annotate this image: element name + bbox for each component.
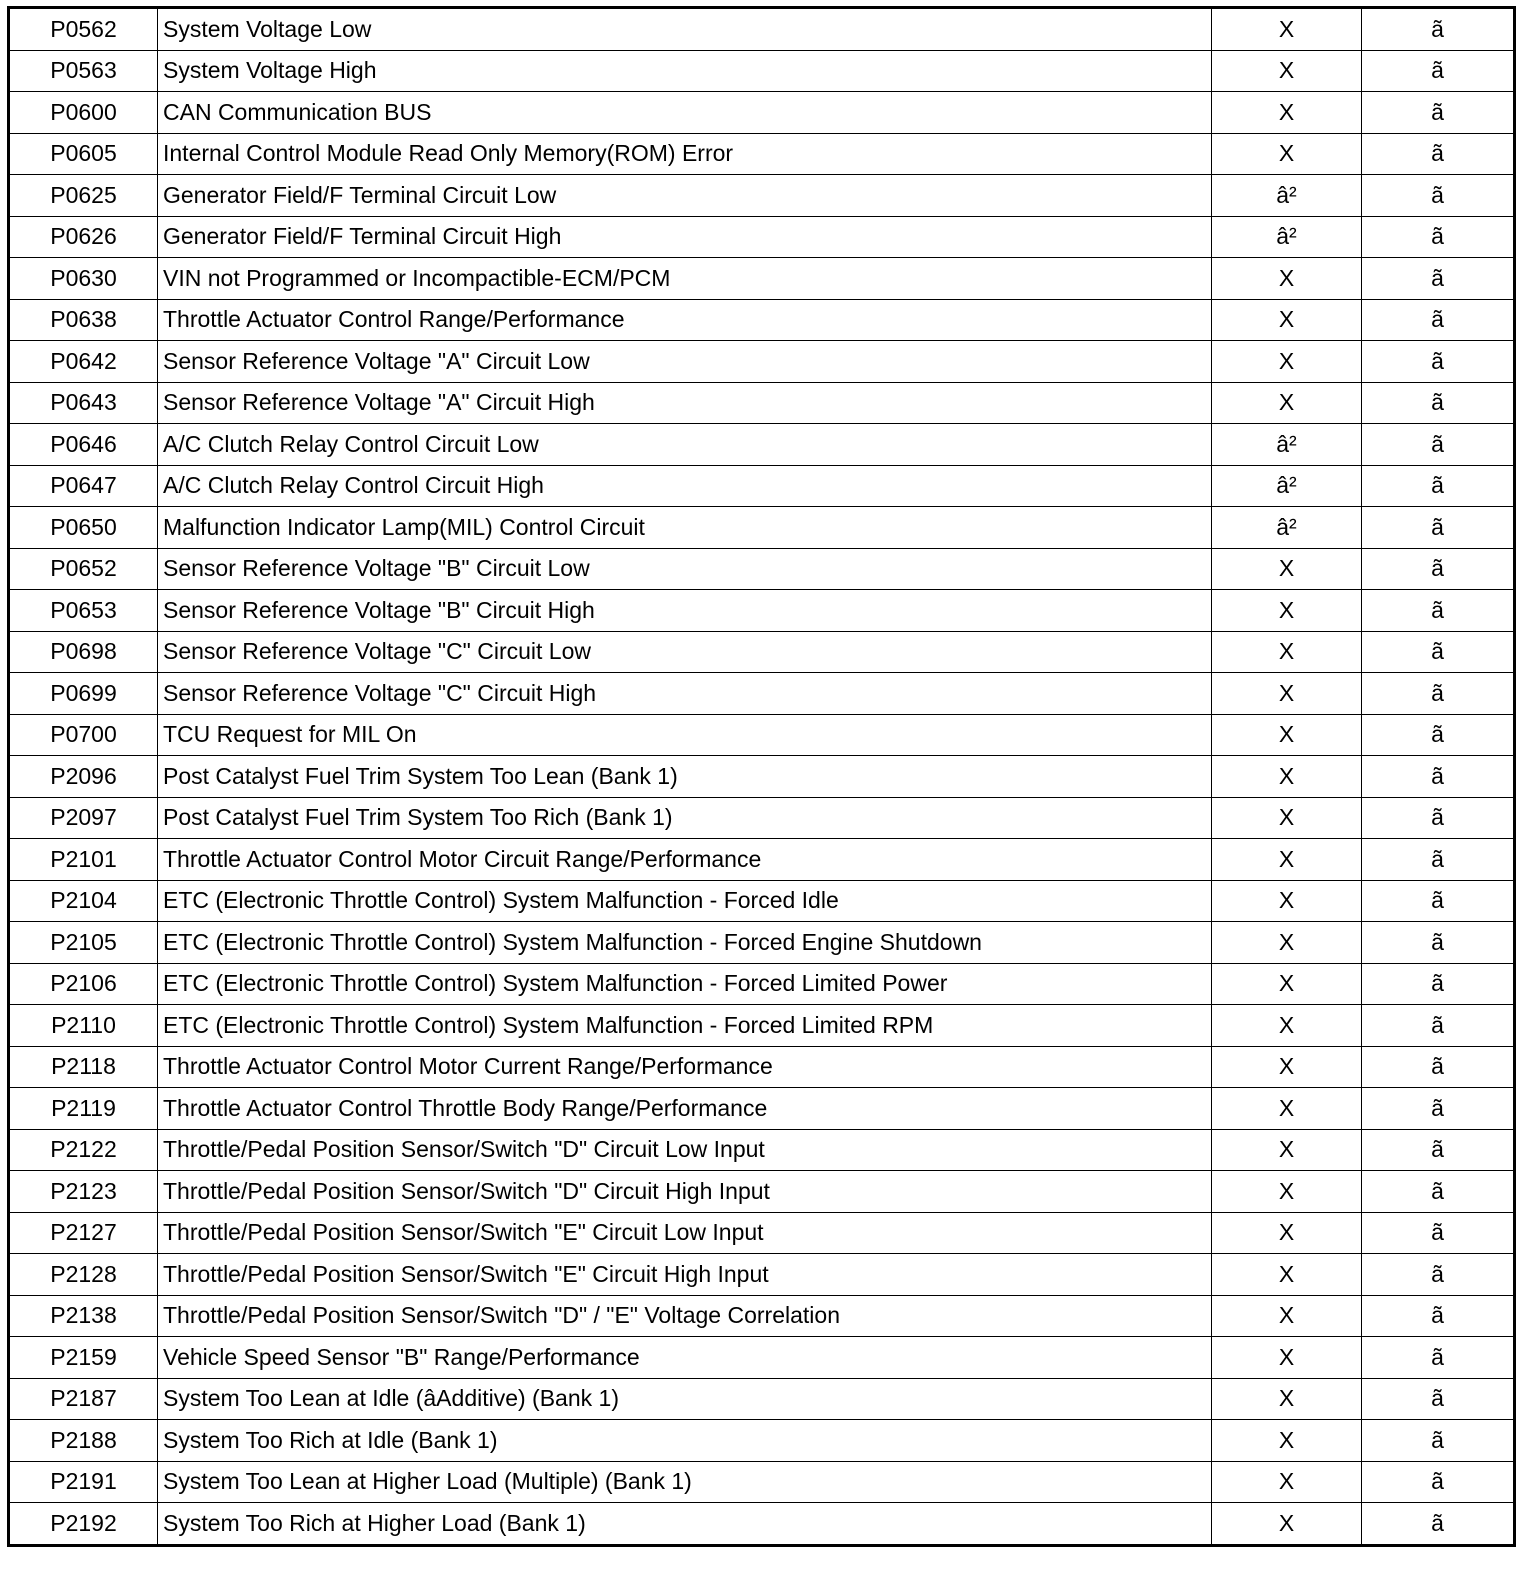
dtc-description: Sensor Reference Voltage "B" Circuit Low xyxy=(158,548,1212,590)
dtc-description: Throttle Actuator Control Motor Current Range/Performance xyxy=(158,1046,1212,1088)
table-row xyxy=(9,341,1515,383)
table-row xyxy=(9,756,1515,798)
dtc-col-b-mark: ã xyxy=(1362,1088,1515,1130)
table-row xyxy=(9,507,1515,549)
table-row xyxy=(9,465,1515,507)
dtc-code: P2123 xyxy=(9,1171,158,1213)
dtc-description: ETC (Electronic Throttle Control) System Malfunction - Forced Limited RPM xyxy=(158,1005,1212,1047)
dtc-col-a-mark: X xyxy=(1212,590,1362,632)
dtc-col-b-mark: ã xyxy=(1362,590,1515,632)
dtc-col-a-mark: X xyxy=(1212,50,1362,92)
dtc-col-b-mark: ã xyxy=(1362,1337,1515,1379)
dtc-col-b-mark: ã xyxy=(1362,963,1515,1005)
dtc-description: Throttle Actuator Control Range/Performance xyxy=(158,299,1212,341)
dtc-col-b-mark: ã xyxy=(1362,797,1515,839)
table-row xyxy=(9,1046,1515,1088)
table-row xyxy=(9,880,1515,922)
dtc-col-a-mark: X xyxy=(1212,1420,1362,1462)
dtc-col-b-mark: ã xyxy=(1362,1461,1515,1503)
dtc-code: P2191 xyxy=(9,1461,158,1503)
dtc-code: P2122 xyxy=(9,1129,158,1171)
table-row xyxy=(9,1212,1515,1254)
dtc-col-a-mark: X xyxy=(1212,382,1362,424)
dtc-description: ETC (Electronic Throttle Control) System Malfunction - Forced Engine Shutdown xyxy=(158,922,1212,964)
dtc-col-b-mark: ã xyxy=(1362,922,1515,964)
dtc-description: A/C Clutch Relay Control Circuit Low xyxy=(158,424,1212,466)
dtc-description: Generator Field/F Terminal Circuit Low xyxy=(158,175,1212,217)
dtc-code: P0643 xyxy=(9,382,158,424)
dtc-description: System Too Rich at Idle (Bank 1) xyxy=(158,1420,1212,1462)
dtc-col-a-mark: X xyxy=(1212,1378,1362,1420)
dtc-table-body xyxy=(9,8,1515,1546)
dtc-description: Throttle/Pedal Position Sensor/Switch "E" Circuit High Input xyxy=(158,1254,1212,1296)
dtc-col-a-mark: â² xyxy=(1212,424,1362,466)
table-row xyxy=(9,1005,1515,1047)
table-row xyxy=(9,714,1515,756)
dtc-col-b-mark: ã xyxy=(1362,341,1515,383)
dtc-col-b-mark: ã xyxy=(1362,216,1515,258)
dtc-col-b-mark: ã xyxy=(1362,8,1515,51)
table-row xyxy=(9,92,1515,134)
dtc-code: P0562 xyxy=(9,8,158,51)
dtc-col-a-mark: X xyxy=(1212,1046,1362,1088)
dtc-code: P2118 xyxy=(9,1046,158,1088)
dtc-description: TCU Request for MIL On xyxy=(158,714,1212,756)
dtc-col-b-mark: ã xyxy=(1362,1212,1515,1254)
dtc-code: P0653 xyxy=(9,590,158,632)
dtc-description: Throttle Actuator Control Motor Circuit Range/Performance xyxy=(158,839,1212,881)
dtc-col-b-mark: ã xyxy=(1362,839,1515,881)
dtc-col-a-mark: X xyxy=(1212,341,1362,383)
dtc-code: P2101 xyxy=(9,839,158,881)
dtc-col-b-mark: ã xyxy=(1362,1503,1515,1546)
dtc-code: P2110 xyxy=(9,1005,158,1047)
dtc-code: P2104 xyxy=(9,880,158,922)
table-row xyxy=(9,1295,1515,1337)
dtc-description: Sensor Reference Voltage "A" Circuit High xyxy=(158,382,1212,424)
dtc-col-a-mark: â² xyxy=(1212,216,1362,258)
dtc-description: Sensor Reference Voltage "C" Circuit Low xyxy=(158,631,1212,673)
table-row xyxy=(9,1461,1515,1503)
dtc-col-b-mark: ã xyxy=(1362,1046,1515,1088)
dtc-col-b-mark: ã xyxy=(1362,880,1515,922)
dtc-description: ETC (Electronic Throttle Control) System Malfunction - Forced Limited Power xyxy=(158,963,1212,1005)
dtc-col-b-mark: ã xyxy=(1362,175,1515,217)
table-row xyxy=(9,216,1515,258)
dtc-description: System Too Lean at Higher Load (Multiple) (Bank 1) xyxy=(158,1461,1212,1503)
table-row xyxy=(9,133,1515,175)
dtc-col-b-mark: ã xyxy=(1362,714,1515,756)
table-row xyxy=(9,1420,1515,1462)
dtc-code: P2119 xyxy=(9,1088,158,1130)
dtc-code: P0699 xyxy=(9,673,158,715)
table-row xyxy=(9,8,1515,51)
dtc-description: Post Catalyst Fuel Trim System Too Lean (Bank 1) xyxy=(158,756,1212,798)
dtc-code: P0625 xyxy=(9,175,158,217)
dtc-col-a-mark: X xyxy=(1212,1254,1362,1296)
dtc-code: P0626 xyxy=(9,216,158,258)
dtc-description: Throttle/Pedal Position Sensor/Switch "D" Circuit High Input xyxy=(158,1171,1212,1213)
dtc-col-a-mark: X xyxy=(1212,1295,1362,1337)
dtc-code: P0642 xyxy=(9,341,158,383)
table-row xyxy=(9,1129,1515,1171)
dtc-description: Post Catalyst Fuel Trim System Too Rich (Bank 1) xyxy=(158,797,1212,839)
dtc-description: CAN Communication BUS xyxy=(158,92,1212,134)
table-row xyxy=(9,673,1515,715)
dtc-col-a-mark: X xyxy=(1212,1005,1362,1047)
dtc-description: ETC (Electronic Throttle Control) System Malfunction - Forced Idle xyxy=(158,880,1212,922)
table-row xyxy=(9,1337,1515,1379)
dtc-col-a-mark: X xyxy=(1212,548,1362,590)
dtc-description: Throttle/Pedal Position Sensor/Switch "D" / "E" Voltage Correlation xyxy=(158,1295,1212,1337)
table-row xyxy=(9,963,1515,1005)
table-row xyxy=(9,1171,1515,1213)
table-row xyxy=(9,797,1515,839)
dtc-col-a-mark: X xyxy=(1212,673,1362,715)
dtc-code: P0605 xyxy=(9,133,158,175)
table-row xyxy=(9,50,1515,92)
table-row xyxy=(9,1254,1515,1296)
table-row xyxy=(9,1088,1515,1130)
dtc-code: P0630 xyxy=(9,258,158,300)
table-row xyxy=(9,175,1515,217)
dtc-col-a-mark: X xyxy=(1212,1171,1362,1213)
dtc-code: P2106 xyxy=(9,963,158,1005)
dtc-col-b-mark: ã xyxy=(1362,1295,1515,1337)
dtc-col-b-mark: ã xyxy=(1362,1171,1515,1213)
dtc-description: Sensor Reference Voltage "A" Circuit Low xyxy=(158,341,1212,383)
dtc-description: Throttle/Pedal Position Sensor/Switch "D" Circuit Low Input xyxy=(158,1129,1212,1171)
dtc-description: Sensor Reference Voltage "C" Circuit High xyxy=(158,673,1212,715)
dtc-code: P0698 xyxy=(9,631,158,673)
table-row xyxy=(9,1503,1515,1546)
dtc-col-a-mark: X xyxy=(1212,8,1362,51)
dtc-col-b-mark: ã xyxy=(1362,631,1515,673)
dtc-col-b-mark: ã xyxy=(1362,1378,1515,1420)
dtc-description: System Voltage Low xyxy=(158,8,1212,51)
dtc-code: P2105 xyxy=(9,922,158,964)
dtc-code: P0638 xyxy=(9,299,158,341)
dtc-col-a-mark: X xyxy=(1212,1129,1362,1171)
dtc-description: Malfunction Indicator Lamp(MIL) Control Circuit xyxy=(158,507,1212,549)
dtc-description: System Too Rich at Higher Load (Bank 1) xyxy=(158,1503,1212,1546)
dtc-code: P2187 xyxy=(9,1378,158,1420)
dtc-code: P0647 xyxy=(9,465,158,507)
dtc-col-b-mark: ã xyxy=(1362,92,1515,134)
dtc-col-a-mark: X xyxy=(1212,922,1362,964)
table-row xyxy=(9,631,1515,673)
dtc-col-b-mark: ã xyxy=(1362,1254,1515,1296)
dtc-col-b-mark: ã xyxy=(1362,133,1515,175)
dtc-description: Internal Control Module Read Only Memory(ROM) Error xyxy=(158,133,1212,175)
dtc-col-a-mark: X xyxy=(1212,714,1362,756)
dtc-col-b-mark: ã xyxy=(1362,756,1515,798)
dtc-col-a-mark: â² xyxy=(1212,175,1362,217)
dtc-description: Sensor Reference Voltage "B" Circuit High xyxy=(158,590,1212,632)
table-row xyxy=(9,839,1515,881)
dtc-code: P2188 xyxy=(9,1420,158,1462)
dtc-col-a-mark: X xyxy=(1212,1212,1362,1254)
dtc-description: Vehicle Speed Sensor "B" Range/Performance xyxy=(158,1337,1212,1379)
dtc-col-a-mark: X xyxy=(1212,880,1362,922)
table-row xyxy=(9,1378,1515,1420)
dtc-description: System Too Lean at Idle (âAdditive) (Bank 1) xyxy=(158,1378,1212,1420)
dtc-code: P0700 xyxy=(9,714,158,756)
dtc-col-b-mark: ã xyxy=(1362,507,1515,549)
dtc-code: P0600 xyxy=(9,92,158,134)
dtc-code: P0652 xyxy=(9,548,158,590)
dtc-col-a-mark: X xyxy=(1212,258,1362,300)
dtc-description: System Voltage High xyxy=(158,50,1212,92)
dtc-col-b-mark: ã xyxy=(1362,424,1515,466)
table-row xyxy=(9,299,1515,341)
dtc-col-b-mark: ã xyxy=(1362,465,1515,507)
dtc-col-a-mark: X xyxy=(1212,631,1362,673)
dtc-col-a-mark: X xyxy=(1212,299,1362,341)
dtc-col-a-mark: X xyxy=(1212,1503,1362,1546)
dtc-col-a-mark: â² xyxy=(1212,507,1362,549)
dtc-description: VIN not Programmed or Incompactible-ECM/PCM xyxy=(158,258,1212,300)
dtc-code: P2192 xyxy=(9,1503,158,1546)
dtc-col-a-mark: X xyxy=(1212,133,1362,175)
dtc-col-b-mark: ã xyxy=(1362,50,1515,92)
dtc-description: Generator Field/F Terminal Circuit High xyxy=(158,216,1212,258)
table-row xyxy=(9,382,1515,424)
dtc-description: A/C Clutch Relay Control Circuit High xyxy=(158,465,1212,507)
table-row xyxy=(9,922,1515,964)
dtc-col-b-mark: ã xyxy=(1362,673,1515,715)
dtc-col-b-mark: ã xyxy=(1362,1005,1515,1047)
dtc-col-a-mark: X xyxy=(1212,797,1362,839)
table-row xyxy=(9,424,1515,466)
table-row xyxy=(9,258,1515,300)
table-row xyxy=(9,590,1515,632)
dtc-col-b-mark: ã xyxy=(1362,258,1515,300)
dtc-col-a-mark: X xyxy=(1212,963,1362,1005)
dtc-col-b-mark: ã xyxy=(1362,548,1515,590)
dtc-code: P2127 xyxy=(9,1212,158,1254)
dtc-col-a-mark: X xyxy=(1212,1088,1362,1130)
dtc-code: P0650 xyxy=(9,507,158,549)
dtc-code: P2096 xyxy=(9,756,158,798)
dtc-col-a-mark: X xyxy=(1212,1461,1362,1503)
dtc-description: Throttle/Pedal Position Sensor/Switch "E" Circuit Low Input xyxy=(158,1212,1212,1254)
dtc-description: Throttle Actuator Control Throttle Body Range/Performance xyxy=(158,1088,1212,1130)
dtc-col-a-mark: X xyxy=(1212,839,1362,881)
dtc-code: P2159 xyxy=(9,1337,158,1379)
dtc-code: P0563 xyxy=(9,50,158,92)
dtc-col-a-mark: X xyxy=(1212,756,1362,798)
dtc-col-a-mark: X xyxy=(1212,92,1362,134)
dtc-col-b-mark: ã xyxy=(1362,1129,1515,1171)
dtc-code: P2128 xyxy=(9,1254,158,1296)
dtc-col-a-mark: â² xyxy=(1212,465,1362,507)
dtc-col-b-mark: ã xyxy=(1362,299,1515,341)
dtc-col-a-mark: X xyxy=(1212,1337,1362,1379)
table-row xyxy=(9,548,1515,590)
dtc-code: P0646 xyxy=(9,424,158,466)
dtc-col-b-mark: ã xyxy=(1362,1420,1515,1462)
dtc-code: P2097 xyxy=(9,797,158,839)
dtc-table xyxy=(7,6,1516,1547)
dtc-col-b-mark: ã xyxy=(1362,382,1515,424)
dtc-code: P2138 xyxy=(9,1295,158,1337)
